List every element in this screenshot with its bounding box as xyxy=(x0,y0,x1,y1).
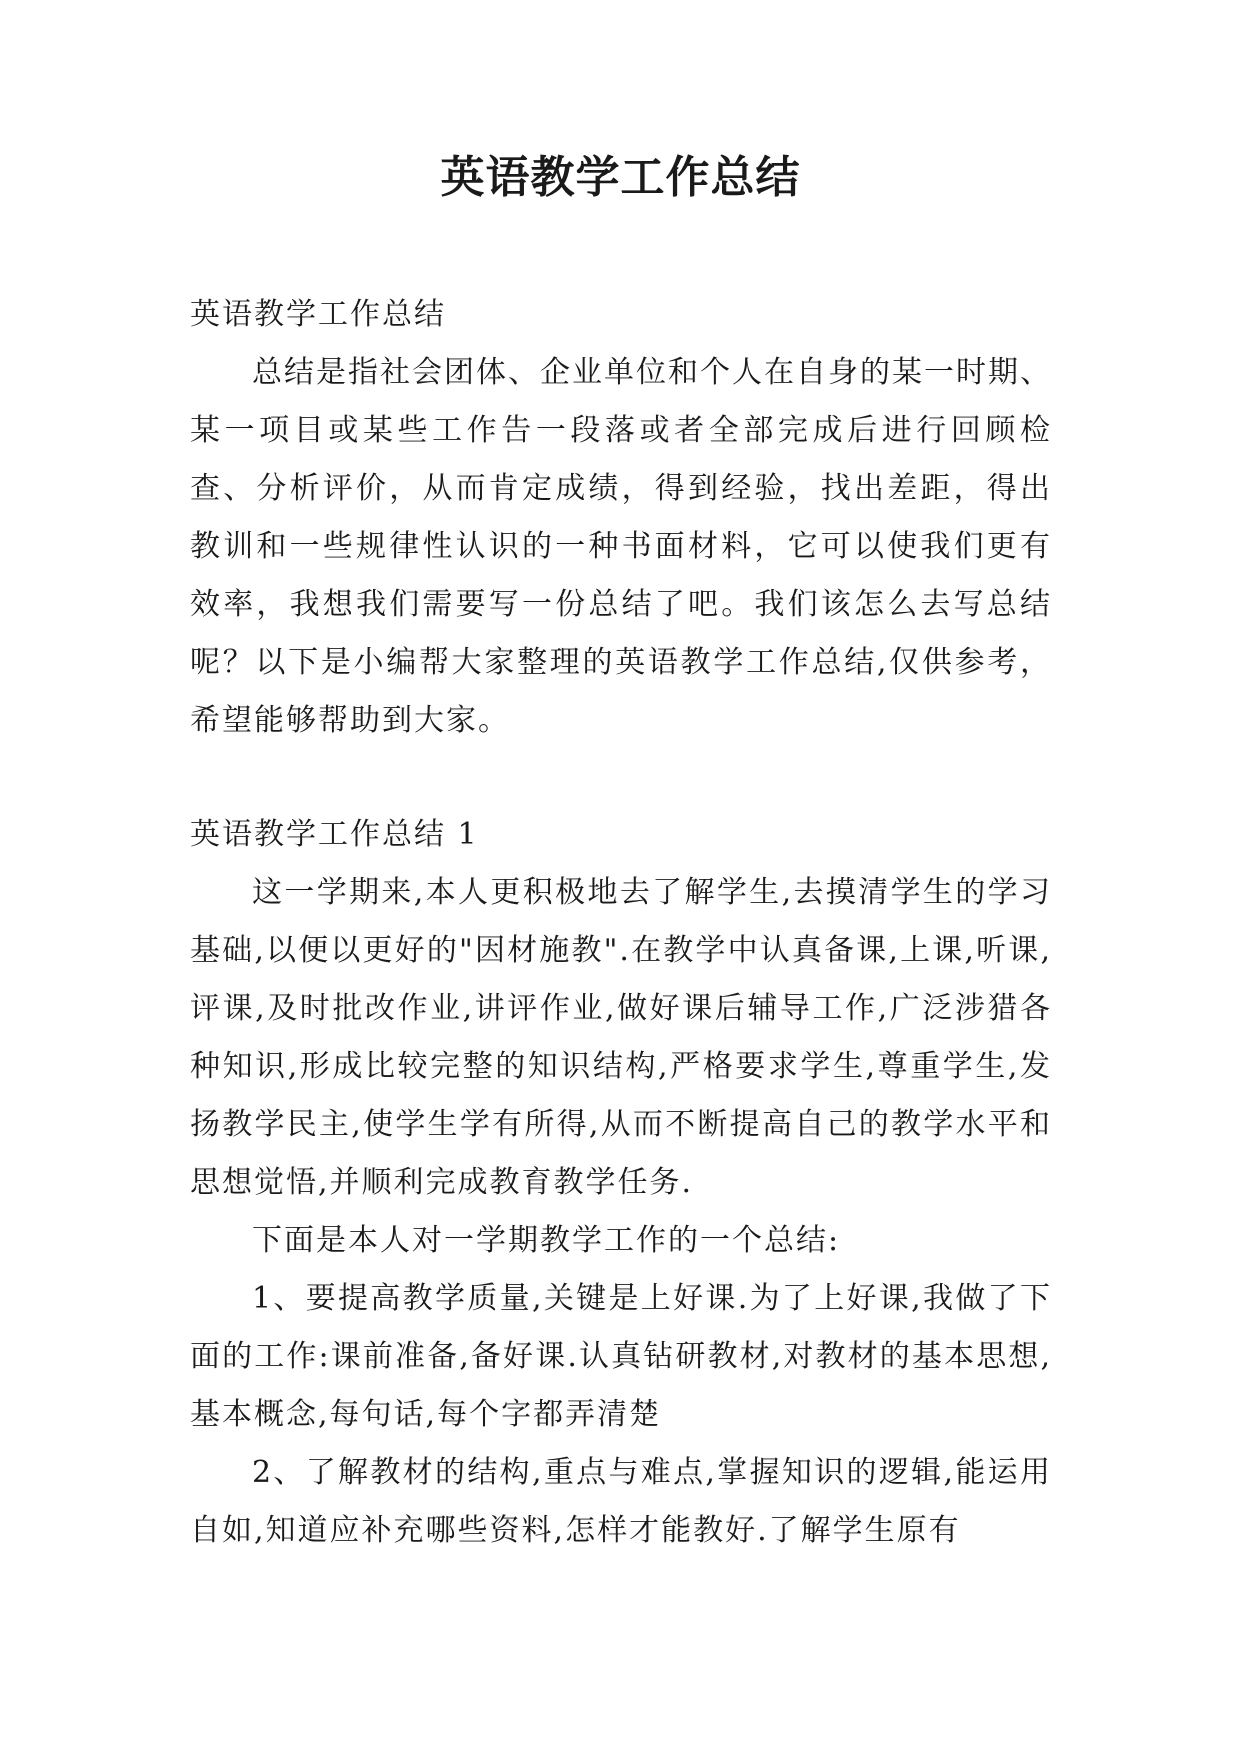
section-spacer xyxy=(190,750,1052,806)
section1-paragraph: 2、了解教材的结构,重点与难点,掌握知识的逻辑,能运用自如,知道应补充哪些资料,怎样才能教好.了解学生原有 xyxy=(190,1455,1052,1548)
section1-paragraph: 1、要提高教学质量,关键是上好课.为了上好课,我做了下面的工作:课前准备,备好课.认真钻研教材,对教材的基本思想,基本概念,每句话,每个字都弄清楚 xyxy=(190,1281,1052,1432)
section1-paragraph: 这一学期来,本人更积极地去了解学生,去摸清学生的学习基础,以便以更好的"因材施教".在教学中认真备课,上课,听课,评课,及时批改作业,讲评作业,做好课后辅导工作,广泛涉猎各种知识,形成比较完整的知识结构,严格要求学生,尊重学生,发扬教学民主,使学生学有所得,从而不断提高自己的教学水平和思想觉悟,并顺利完成教育教学任务. xyxy=(190,875,1052,1200)
intro-paragraph: 总结是指社会团体、企业单位和个人在自身的某一时期、某一项目或某些工作告一段落或者全部完成后进行回顾检查、分析评价，从而肯定成绩，得到经验，找出差距，得出教训和一些规律性认识的一种书面材料，它可以使我们更有效率，我想我们需要写一份总结了吧。我们该怎么去写总结呢？以下是小编帮大家整理的英语教学工作总结,仅供参考，希望能够帮助到大家。 xyxy=(190,355,1052,738)
document-title: 英语教学工作总结 xyxy=(440,152,801,203)
section1-heading: 英语教学工作总结 1 xyxy=(190,817,479,852)
document-body xyxy=(190,286,1052,1560)
section1-paragraph: 下面是本人对一学期教学工作的一个总结: xyxy=(252,1223,841,1258)
intro-heading: 英语教学工作总结 xyxy=(190,297,446,332)
